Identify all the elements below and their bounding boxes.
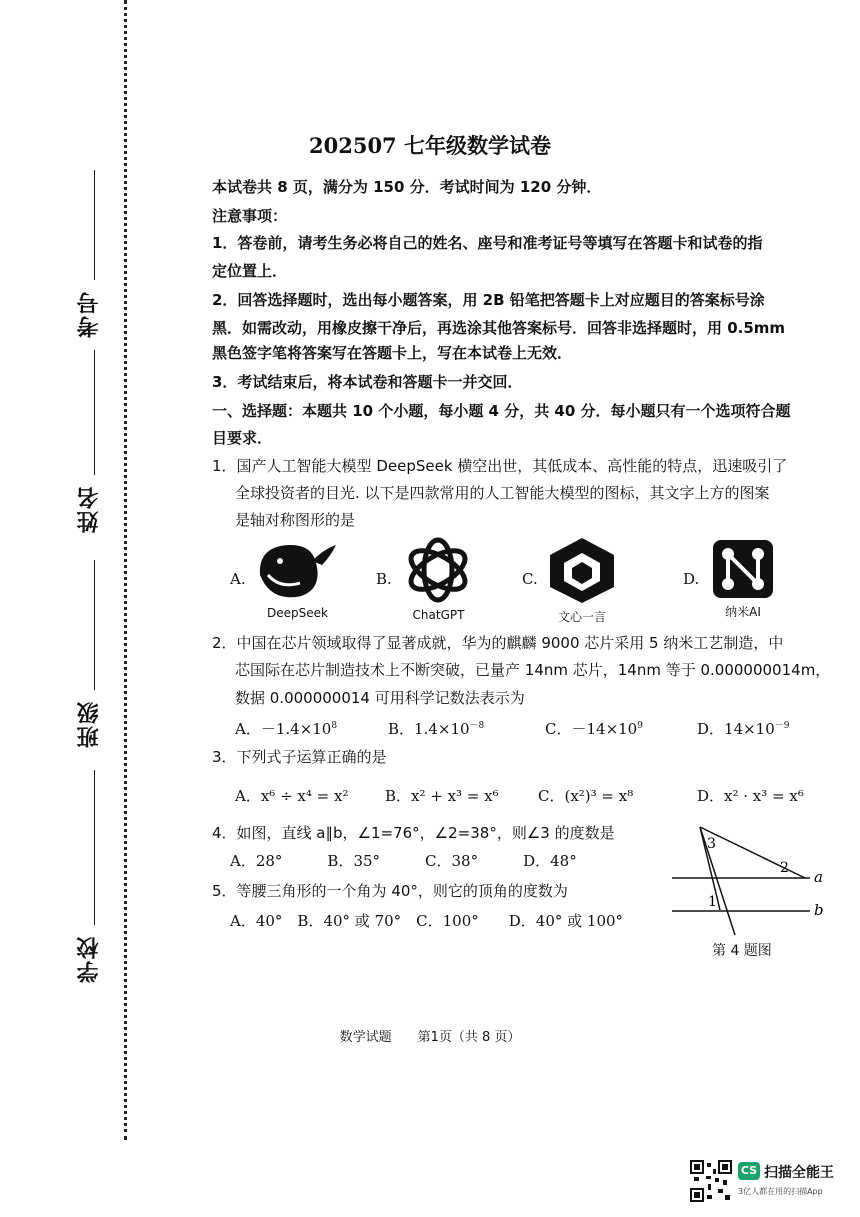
- q2-option-c: C．$-14\times 10^9$: [545, 720, 643, 738]
- side-label-banji: 班级: [77, 700, 102, 748]
- q4-stem: 4．如图，直线 a∥b，∠1=76°，∠2=38°，则∠3 的度数是: [212, 824, 615, 842]
- side-label-kaohao: 考号: [77, 290, 102, 338]
- scanner-slogan: 3亿人都在用的扫描App: [738, 1187, 823, 1196]
- q1-option-c-letter: C.: [522, 570, 538, 588]
- q2-option-b: B．$1.4\times 10^{-8}$: [388, 720, 485, 738]
- q1-line-c: 是轴对称图形的是: [235, 511, 356, 529]
- line-a-label: a: [814, 868, 823, 886]
- section1-heading-b: 目要求．: [212, 429, 273, 447]
- q3-option-a: A．x⁶ ÷ x⁴ = x²: [235, 787, 349, 805]
- section1-heading-a: 一、选择题：本题共 10 个小题，每小题 4 分，共 40 分．每小题只有一个选项符合题: [212, 402, 791, 420]
- side-label-xuexiao: 学校: [77, 935, 102, 983]
- qr-code-icon: [690, 1160, 732, 1202]
- q5-options: A．40° B．40° 或 70° C．100° D．40° 或 100°: [230, 912, 624, 930]
- note-1b: 定位置上．: [212, 262, 288, 280]
- line-b-label: b: [814, 901, 824, 919]
- note-1a: 1．答卷前，请考生务必将自己的姓名、座号和准考证号等填写在答题卡和试卷的指: [212, 234, 763, 252]
- q3-option-c: C．(x²)³ = x⁸: [538, 787, 634, 805]
- intro-line: 本试卷共 8 页，满分为 150 分．考试时间为 120 分钟．: [212, 178, 602, 196]
- q1-option-d-name: 纳米AI: [725, 605, 761, 619]
- q2-option-a: A．$-1.4\times 10^8$: [235, 720, 338, 738]
- q1-line-b: 全球投资者的目光. 以下是四款常用的人工智能大模型的图标，其文字上方的图案: [235, 484, 770, 502]
- q4-figure: [670, 815, 830, 940]
- q3-stem: 3．下列式子运算正确的是: [212, 748, 387, 766]
- scanner-watermark: [690, 1160, 835, 1202]
- q1-option-c-name: 文心一言: [557, 610, 606, 624]
- figure-transversal-upper: [700, 827, 805, 878]
- page-title: 202507 七年级数学试卷: [309, 133, 551, 158]
- q1-option-a-name: DeepSeek: [267, 606, 328, 620]
- q2-line-b: 芯国际在芯片制造技术上不断突破，已量产 14nm 芯片，14nm 等于 0.000000014m，: [235, 661, 831, 679]
- q1-option-d: [708, 538, 778, 620]
- q5-stem: 5．等腰三角形的一个角为 40°，则它的顶角的度数为: [212, 882, 568, 900]
- side-blank-xingming: [94, 350, 95, 475]
- side-label-xingming: 姓名: [77, 485, 102, 533]
- q3-option-d: D．x² · x³ = x⁶: [697, 787, 804, 805]
- deepseek-whale-icon: [250, 535, 345, 603]
- side-blank-kaohao: [94, 170, 95, 280]
- q1-line-a: 1．国产人工智能大模型 DeepSeek 横空出世，其低成本、高性能的特点，迅速吸引了: [212, 457, 788, 475]
- q1-option-a: [250, 535, 345, 620]
- q1-option-a-letter: A.: [230, 570, 246, 588]
- q1-option-b-letter: B.: [376, 570, 392, 588]
- q2-option-d: D．$14\times 10^{-9}$: [697, 720, 790, 738]
- q1-option-b-name: ChatGPT: [412, 608, 465, 622]
- chatgpt-knot-icon: [396, 535, 481, 605]
- wenxin-cube-icon: [542, 535, 622, 605]
- q1-option-d-letter: D.: [683, 570, 700, 588]
- cs-badge-icon: CS: [738, 1162, 760, 1180]
- q4-options: A．28° B．35° C．38° D．48°: [230, 852, 577, 870]
- angle-2-label: 2: [780, 860, 789, 876]
- nami-ai-icon: [710, 538, 776, 600]
- side-blank-banji: [94, 560, 95, 690]
- angle-3-label: 3: [707, 836, 716, 852]
- q3-option-b: B．x² + x³ = x⁶: [385, 787, 499, 805]
- figure-transversal-left: [700, 827, 735, 935]
- notes-title: 注意事项：: [212, 207, 288, 225]
- q1-option-b: [396, 535, 481, 622]
- q2-line-c: 数据 0.000000014 可用科学记数法表示为: [235, 689, 525, 707]
- figure-caption: 第 4 题图: [712, 943, 772, 959]
- note-2b: 黑．如需改动，用橡皮擦干净后，再选涂其他答案标号．回答非选择题时，用 0.5mm: [212, 319, 786, 337]
- note-2a: 2．回答选择题时，选出每小题答案，用 2B 铅笔把答题卡上对应题目的答案标号涂: [212, 291, 765, 309]
- note-2c: 黑色签字笔将答案写在答题卡上，写在本试卷上无效．: [212, 344, 573, 362]
- angle-1-label: 1: [708, 894, 717, 910]
- side-blank-xuexiao: [94, 770, 95, 925]
- scanner-name: 扫描全能王: [764, 1165, 834, 1181]
- q2-line-a: 2．中国在芯片领域取得了显著成就，华为的麒麟 9000 芯片采用 5 纳米工艺制造，中: [212, 634, 784, 652]
- note-3: 3．考试结束后，将本试卷和答题卡一并交回．: [212, 373, 523, 391]
- page-footer: 数学试题 第1页（共 8 页）: [339, 1030, 521, 1045]
- q1-option-c: [542, 535, 622, 625]
- binding-dotted-line: [124, 0, 127, 1140]
